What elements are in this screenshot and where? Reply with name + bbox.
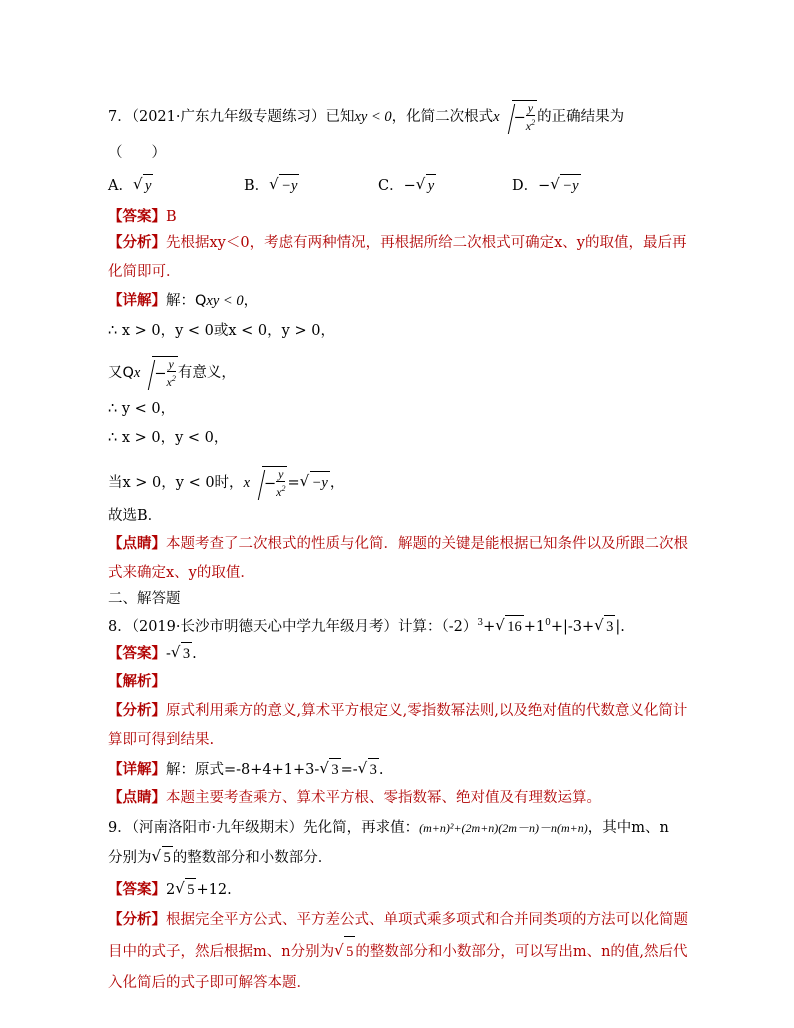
q9-analysis-sqrt: [335, 936, 355, 968]
q7-detail-6: [108, 466, 344, 500]
q8-answer: [108, 642, 197, 665]
q7-radical: [500, 100, 537, 134]
detail-3-q: Q: [122, 365, 134, 381]
question-7-stem: [108, 100, 624, 134]
q9-analysis-tag: 【分析】: [108, 912, 166, 928]
option-a-radicand: y: [143, 174, 153, 197]
q9-sqrt5: [153, 846, 173, 869]
detail-1-q: Q: [195, 293, 207, 309]
option-b-label: B．: [244, 178, 270, 194]
q8-exp: 3: [477, 618, 484, 628]
q7-analysis: [108, 229, 698, 287]
option-b-sqrt: [270, 174, 299, 197]
q9-expr: (m+n)²+(2m+n)(2m－n)－n(m+n): [419, 821, 588, 835]
q8-detail-end: .: [378, 762, 384, 778]
q8-mid1: +: [483, 618, 496, 635]
q8-detail: [108, 758, 383, 781]
q8-analysis: [108, 697, 698, 755]
q9-analysis-pre: 根据完全平方公式、平方差公式、单项式乘多项式和合并同类项的方法可以化简题目中的式子，然后根据m、n分别为: [108, 912, 688, 960]
detail-3-x: x: [133, 365, 141, 381]
detail-6-radicand: −y: [310, 471, 330, 494]
option-c-sqrt: [417, 174, 436, 197]
q8-answer-end: .: [192, 646, 197, 662]
q9-answer-tag: 【答案】: [108, 882, 166, 898]
option-c-radicand: y: [426, 174, 436, 197]
answer-value: B: [166, 209, 177, 225]
q9-post: ，其中m、n: [587, 820, 669, 836]
detail-3-minus: −: [154, 365, 167, 382]
q9-answer-sqrt: [176, 878, 196, 901]
q7-detail-4: ∴ y < 0，: [108, 401, 176, 417]
detail-3-radical: [140, 356, 177, 390]
detail-6-sqrt: [301, 471, 330, 494]
q8-end: |.: [615, 618, 625, 635]
q8-mid3: +|-3+: [550, 618, 595, 635]
detail-6-x: x: [243, 475, 250, 491]
detail-1-end: ，: [243, 293, 259, 309]
comment-text: 本题考查了二次根式的性质与化简．解题的关键是能根据已知条件以及所跟二次根式来确定x、y的取值．: [108, 536, 688, 581]
detail-1-cond: xy < 0: [206, 293, 244, 309]
detail-6-pre: 当x > 0，y < 0时，: [108, 475, 244, 491]
q8-answer-pre: -: [166, 646, 171, 662]
detail-6-minus: −: [264, 475, 277, 492]
q7-comment: [108, 530, 698, 588]
detail-6-end: ，: [329, 475, 345, 491]
q8-detail-pre: 解：原式=-8+4+1+3-: [166, 762, 320, 778]
q8-analysis-text: 原式利用乘方的意义,算术平方根定义,零指数幂法则,以及绝对值的代数意义化简计算即可得到结果.: [108, 703, 688, 748]
q7-option-b: [244, 174, 299, 197]
q7-expr-x: x: [493, 109, 500, 125]
option-d-pre: −: [538, 178, 551, 194]
q7-condition: xy < 0: [354, 109, 392, 125]
q9-stem-line2: [108, 846, 332, 869]
q8-answer-tag: 【答案】: [108, 646, 166, 662]
q9-pre: 9．（河南洛阳市·九年级期末）先化简，再求值：: [108, 820, 420, 836]
option-d-sqrt: [551, 174, 580, 197]
answer-tag: 【答案】: [108, 209, 166, 225]
q7-options: [108, 174, 608, 196]
option-d-label: D．: [512, 178, 539, 194]
q8-comment: [108, 787, 601, 809]
detail-6-den: [276, 482, 285, 499]
detail-3-fraction: [167, 358, 176, 389]
q8-detail-tag: 【详解】: [108, 762, 166, 778]
q8-comment-text: 本题主要考查乘方、算术平方根、零指数幂、绝对值及有理数运算。: [166, 790, 601, 806]
detail-3-post: 有意义，: [177, 365, 236, 381]
q8-mid2: +1: [523, 618, 546, 635]
q7-option-d: [512, 174, 581, 197]
q7-suffix: 的正确结果为: [537, 109, 625, 125]
q7-frac-num: y: [527, 101, 534, 115]
q8-parse-tag: 【解析】: [108, 674, 166, 690]
q7-den-exp: 2: [531, 118, 536, 127]
q7-option-a: [108, 174, 153, 197]
q8-rad2: 3: [604, 615, 615, 638]
q8-answer-sqrt: [172, 642, 192, 665]
detail-1-pre: 解：: [166, 293, 195, 309]
q8-detail-rad1: 3: [329, 758, 340, 781]
q7-den-base: x: [525, 119, 532, 133]
detail-6-radical: [250, 466, 287, 500]
analysis-text: 先根据xy＜0，考虑有两种情况，再根据所给二次根式可确定x、y的取值，最后再化简即可．: [108, 235, 687, 280]
detail-3-num: y: [168, 357, 174, 371]
q7-answer: [108, 206, 177, 228]
q8-detail-sqrt2: [359, 758, 379, 781]
q7-prefix: 7．（2021·广东九年级专题练习）已知: [108, 109, 355, 125]
detail-3-pre: 又: [108, 365, 123, 381]
q8-exp2: 0: [545, 618, 551, 628]
q8-detail-sqrt1: [320, 758, 340, 781]
q7-detail-1: [108, 290, 258, 312]
q7-detail-5: ∴ x > 0，y < 0，: [108, 430, 229, 446]
option-c-label: C．: [378, 178, 404, 194]
q8-comment-tag: 【点睛】: [108, 790, 166, 806]
question-9-stem: [108, 817, 669, 839]
q8-detail-mid: =-: [340, 762, 358, 778]
q9-answer-pre: 2: [166, 882, 176, 898]
q7-detail-3: [108, 356, 236, 390]
q7-option-c: [378, 174, 436, 197]
q9-line2-pre: 分别为: [108, 850, 152, 866]
option-c-pre: −: [403, 178, 416, 194]
q7-detail-2: ∴ x > 0，y < 0或x < 0，y > 0，: [108, 323, 335, 339]
q8-sqrt-3: [595, 615, 615, 638]
analysis-tag: 【分析】: [108, 235, 166, 251]
option-b-radicand: −y: [279, 174, 299, 197]
q9-rad: 5: [162, 846, 173, 869]
detail-6-den-exp: 2: [281, 484, 286, 493]
detail-6-eq: =: [287, 475, 300, 491]
option-a-label: A．: [108, 178, 133, 194]
q7-minus: −: [513, 109, 526, 126]
detail-6-den-base: x: [276, 485, 282, 499]
q8-detail-rad2: 3: [368, 758, 379, 781]
q8-parse: [108, 671, 166, 693]
section-title: 二、解答题: [108, 591, 181, 607]
detail-3-den-base: x: [166, 375, 172, 389]
detail-3-den-exp: 2: [171, 374, 176, 383]
q9-line2-post: 的整数部分和小数部分．: [172, 850, 333, 866]
detail-tag: 【详解】: [108, 293, 166, 309]
q7-paren: （ ）: [108, 145, 166, 161]
q7-mid: ，化简二次根式: [391, 109, 494, 125]
detail-6-fraction: [276, 468, 285, 499]
q7-fraction: [526, 102, 535, 133]
q8-analysis-tag: 【分析】: [108, 703, 166, 719]
q8-pre: 8．（2019·长沙市明德天心中学九年级月考）计算：（-2）: [108, 618, 478, 635]
q9-analysis-post: 的整数部分和小数部分，可以写出m、n的值,然后代入化简后的式子即可解答本题．: [108, 944, 688, 991]
q8-sqrt-16: [496, 615, 524, 638]
detail-3-den: [167, 372, 176, 389]
comment-tag: 【点睛】: [108, 536, 166, 552]
q7-choose: 故选B．: [108, 508, 163, 524]
detail-6-num: y: [278, 467, 284, 481]
q7-frac-den: [526, 116, 535, 133]
q9-answer-rad: 5: [185, 878, 196, 901]
q8-rad1: 16: [505, 615, 524, 638]
option-d-radicand: −y: [560, 174, 580, 197]
q8-answer-rad: 3: [181, 642, 192, 665]
q9-analysis-rad: 5: [344, 936, 355, 968]
question-8-stem: [108, 612, 625, 638]
q9-answer-end: +12.: [196, 882, 232, 898]
option-a-sqrt: [134, 174, 153, 197]
q9-analysis: [108, 905, 698, 999]
q9-answer: [108, 878, 232, 901]
